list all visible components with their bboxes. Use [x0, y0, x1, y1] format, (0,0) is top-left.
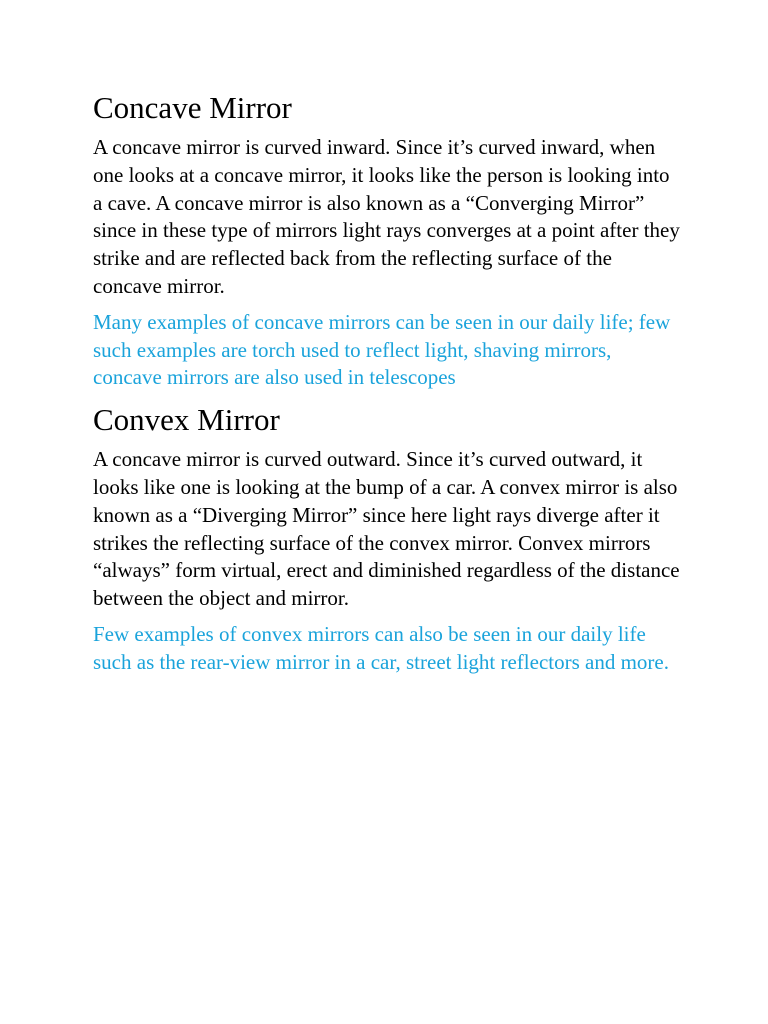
concave-mirror-section [93, 88, 683, 392]
convex-examples: Few examples of convex mirrors can also be seen in our daily life such as the rear-view mirror in a car, street light reflectors and more. [93, 621, 669, 674]
concave-examples: Many examples of concave mirrors can be seen in our daily life; few such examples are torch used to reflect light, shaving mirrors, concave mirrors are also used in telescopes [93, 309, 671, 390]
convex-description: A concave mirror is curved outward. Since it’s curved outward, it looks like one is looking at the bump of a car. A convex mirror is also known as a “Diverging Mirror” since here light rays diverge after it strikes the reflecting surface of the convex mirror. Convex mirrors “always” form virtual, erect and diminished regardless of the distance between the object and mirror. [93, 447, 680, 611]
concave-description: A concave mirror is curved inward. Since it’s curved inward, when one looks at a concave mirror, it looks like the person is looking into a cave. A concave mirror is also known as a “Converging Mirror” since in these type of mirrors light rays converges at a point after they strike and are reflected back from the reflecting surface of the concave mirror. [93, 135, 680, 298]
section-heading-convex: Convex Mirror [93, 402, 280, 438]
section-heading-concave: Concave Mirror [93, 90, 292, 125]
convex-mirror-section [93, 400, 683, 676]
document-page [93, 88, 683, 677]
